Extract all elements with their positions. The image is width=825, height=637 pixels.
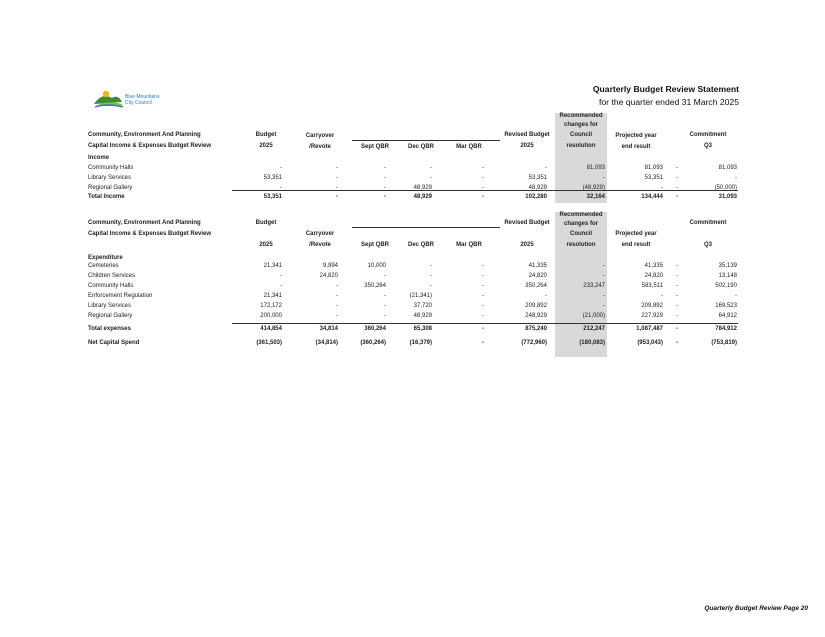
table-row-revised-cell: - [545, 165, 547, 171]
net-row-sept-cell: (360,264) [360, 340, 386, 346]
table-row-mar-cell: - [482, 273, 484, 279]
col-carryover-header2: /Revote [309, 144, 331, 150]
table-row-label: Library Services [88, 303, 132, 309]
table-row-dash-cell: - [676, 313, 678, 319]
table-row-commit-cell: - [735, 293, 737, 299]
table-row-commit-cell: 35,139 [718, 263, 737, 269]
table-row-budget-cell: 21,341 [263, 263, 282, 269]
table-row-carry-cell: - [336, 293, 338, 299]
total-row-rec-cell: 32,164 [586, 194, 605, 200]
table-row-proj-cell: 209,892 [641, 303, 663, 309]
page-footer: Quarterly Budget Review Page 20 [704, 605, 808, 612]
section-subheading: Capital Income & Expenses Budget Review [88, 143, 212, 149]
col-carryover-header2: /Revote [309, 242, 331, 248]
col-commitment-header: Commitment [689, 132, 727, 138]
col-budget-year: 2025 [259, 143, 273, 149]
expense-total-rule [232, 323, 738, 324]
table-row-proj-cell: 41,335 [644, 263, 663, 269]
table-row-label: Library Services [88, 175, 132, 181]
table-row-proj-cell: 583,511 [641, 283, 663, 289]
col-revised-header: Revised Budget [504, 132, 550, 138]
total-row-mar-cell: - [482, 326, 484, 332]
total-row-carry-cell: 34,814 [319, 326, 338, 332]
col-mar-header: Mar QBR [456, 242, 482, 248]
table-row-budget-cell: - [280, 283, 282, 289]
total-row-proj-cell: 1,087,487 [636, 326, 663, 332]
table-row-mar-cell: - [482, 303, 484, 309]
col-recommended-header2: changes for [563, 221, 598, 227]
col-commitment-q3: Q3 [703, 242, 712, 248]
table-row-revised-cell: - [545, 293, 547, 299]
table-row-mar-cell: - [482, 293, 484, 299]
table-row-label: Regional Gallery [88, 313, 133, 319]
group-label-expenditure: Expenditure [88, 255, 123, 261]
col-recommended-header: Recommended [559, 113, 603, 119]
table-row-sept-cell: 350,264 [364, 283, 386, 289]
table-row-mar-cell: - [482, 313, 484, 319]
total-row-budget-cell: 53,351 [263, 194, 282, 200]
qbr-group-rule [352, 140, 500, 141]
table-row-rec-cell: - [603, 293, 605, 299]
table-row-rec-cell: - [603, 273, 605, 279]
table-row-proj-cell: 53,351 [644, 175, 663, 181]
table-row-revised-cell: 48,929 [528, 185, 547, 191]
table-row-mar-cell: - [482, 165, 484, 171]
total-row-commit-cell: 784,912 [715, 326, 737, 332]
table-row-dec-cell: 48,929 [413, 185, 432, 191]
table-row-rec-cell: 81,093 [586, 165, 605, 171]
table-row-budget-cell: 53,351 [263, 175, 282, 181]
col-mar-header: Mar QBR [456, 144, 482, 150]
table-row-label: Enforcement Regulation [88, 293, 153, 299]
section-subheading: Capital Income & Expenses Budget Review [88, 231, 212, 237]
table-row-proj-cell: 227,929 [641, 313, 663, 319]
total-row-revised-cell: 875,240 [525, 326, 547, 332]
col-recommended-header4: resolution [566, 242, 596, 248]
table-row-dec-cell: - [430, 283, 432, 289]
total-row-sept-cell: 360,264 [364, 326, 386, 332]
col-dec-header: Dec QBR [407, 242, 434, 248]
col-budget-year: 2025 [259, 242, 273, 248]
table-row-sept-cell: 10,000 [367, 263, 386, 269]
table-row-dash-cell: - [676, 185, 678, 191]
table-row-dec-cell: 37,720 [413, 303, 432, 309]
col-sept-header: Sept QBR [360, 242, 389, 248]
total-row-dec-cell: 65,308 [413, 326, 432, 332]
report-subtitle: for the quarter ended 31 March 2025 [599, 97, 739, 107]
net-row-carry-cell: (34,814) [315, 340, 338, 346]
total-row-dash-cell: - [676, 326, 678, 332]
table-row-label: Cemeteries [88, 263, 119, 269]
table-row-carry-cell: - [336, 185, 338, 191]
col-carryover-header: Carryover [305, 231, 335, 237]
table-row-rec-cell: (21,000) [582, 313, 605, 319]
total-row-carry-cell: - [336, 194, 338, 200]
table-row-mar-cell: - [482, 263, 484, 269]
table-row-budget-cell: - [280, 165, 282, 171]
col-recommended-header: Recommended [559, 212, 603, 218]
col-recommended-header3: Council [570, 132, 592, 138]
table-row-revised-cell: 24,820 [528, 273, 547, 279]
table-row-mar-cell: - [482, 175, 484, 181]
table-row-dash-cell: - [676, 303, 678, 309]
net-row-dec-cell: (16,379) [409, 340, 432, 346]
net-row-label: Net Capital Spend [88, 340, 140, 346]
table-row-dash-cell: - [676, 175, 678, 181]
qbr-group-rule [352, 227, 500, 228]
col-projected-header: Projected year [615, 133, 657, 139]
table-row-commit-cell: 64,912 [718, 313, 737, 319]
table-row-sept-cell: - [384, 303, 386, 309]
table-row-sept-cell: - [384, 313, 386, 319]
table-row-carry-cell: 24,820 [319, 273, 338, 279]
net-row-rec-cell: (180,083) [579, 340, 605, 346]
col-commitment-header: Commitment [689, 220, 727, 226]
table-row-sept-cell: - [384, 165, 386, 171]
table-row-dec-cell: - [430, 165, 432, 171]
table-row-proj-cell: 81,093 [644, 165, 663, 171]
table-row-proj-cell: - [661, 185, 663, 191]
table-row-dec-cell: 48,929 [413, 313, 432, 319]
table-row-rec-cell: - [603, 263, 605, 269]
total-row-budget-cell: 414,854 [260, 326, 282, 332]
table-row-rec-cell: - [603, 303, 605, 309]
total-row-label: Total Income [88, 194, 125, 200]
total-row-dash-cell: - [676, 194, 678, 200]
col-revised-year: 2025 [520, 143, 534, 149]
table-row-dash-cell: - [676, 293, 678, 299]
table-row-budget-cell: - [280, 273, 282, 279]
col-sept-header: Sept QBR [360, 144, 389, 150]
col-recommended-header2: changes for [563, 122, 598, 128]
total-row-dec-cell: 48,929 [413, 194, 432, 200]
table-row-carry-cell: 9,994 [322, 263, 338, 269]
col-budget-header: Budget [255, 132, 277, 138]
table-row-commit-cell: 502,190 [715, 283, 737, 289]
table-row-revised-cell: 41,335 [528, 263, 547, 269]
table-row-dash-cell: - [676, 165, 678, 171]
table-row-dec-cell: (21,341) [409, 293, 432, 299]
table-row-proj-cell: 24,820 [644, 273, 663, 279]
table-row-dash-cell: - [676, 263, 678, 269]
table-row-dash-cell: - [676, 283, 678, 289]
table-row-dec-cell: - [430, 263, 432, 269]
section-heading: Community, Environment And Planning [88, 132, 201, 138]
table-row-carry-cell: - [336, 175, 338, 181]
table-row-sept-cell: - [384, 273, 386, 279]
svg-text:Blue Mountains: Blue Mountains [125, 94, 160, 100]
table-row-rec-cell: - [603, 175, 605, 181]
section-heading: Community, Environment And Planning [88, 220, 201, 226]
table-row-dec-cell: - [430, 175, 432, 181]
table-row-mar-cell: - [482, 185, 484, 191]
table-row-commit-cell: 169,523 [715, 303, 737, 309]
table-row-budget-cell: 21,341 [263, 293, 282, 299]
table-row-revised-cell: 350,264 [525, 283, 547, 289]
col-projected-header2: end result [621, 242, 651, 248]
total-row-commit-cell: 31,093 [718, 194, 737, 200]
table-row-label: Children Services [88, 273, 136, 279]
table-row-carry-cell: - [336, 313, 338, 319]
col-carryover-header: Carryover [305, 133, 335, 139]
net-row-mar-cell: - [482, 340, 484, 346]
table-row-carry-cell: - [336, 165, 338, 171]
net-row-budget-cell: (361,503) [256, 340, 282, 346]
col-dec-header: Dec QBR [407, 144, 434, 150]
table-row-commit-cell: - [735, 175, 737, 181]
table-row-label: Community Halls [88, 165, 134, 171]
report-title: Quarterly Budget Review Statement [592, 84, 739, 94]
table-row-label: Community Halls [88, 283, 134, 289]
table-row-commit-cell: 13,148 [718, 273, 737, 279]
table-row-mar-cell: - [482, 283, 484, 289]
table-row-dash-cell: - [676, 273, 678, 279]
total-row-rec-cell: 212,247 [583, 326, 605, 332]
col-recommended-header3: Council [570, 231, 592, 237]
total-row-proj-cell: 134,444 [641, 194, 663, 200]
total-row-label: Total expenses [88, 326, 131, 332]
table-row-carry-cell: - [336, 303, 338, 309]
col-projected-header2: end result [621, 144, 651, 150]
net-row-commit-cell: (753,819) [711, 340, 737, 346]
total-row-revised-cell: 102,280 [525, 194, 547, 200]
col-budget-header: Budget [255, 220, 277, 226]
table-row-sept-cell: - [384, 185, 386, 191]
table-row-dec-cell: - [430, 273, 432, 279]
council-logo [92, 86, 172, 112]
col-recommended-header4: resolution [566, 143, 596, 149]
group-label-income: Income [88, 155, 110, 161]
net-row-revised-cell: (772,960) [521, 340, 547, 346]
net-row-proj-cell: (953,043) [637, 340, 663, 346]
svg-text:City Council: City Council [125, 100, 152, 106]
table-row-commit-cell: 81,093 [718, 165, 737, 171]
col-revised-header: Revised Budget [504, 220, 550, 226]
table-row-budget-cell: 172,172 [260, 303, 282, 309]
table-row-label: Regional Gallery [88, 185, 133, 191]
col-projected-header: Projected year [615, 231, 657, 237]
col-revised-year: 2025 [520, 242, 534, 248]
table-row-revised-cell: 209,892 [525, 303, 547, 309]
table-row-budget-cell: - [280, 185, 282, 191]
total-row-mar-cell: - [482, 194, 484, 200]
table-row-commit-cell: (50,000) [714, 185, 737, 191]
net-row-dash-cell: - [676, 340, 678, 346]
table-row-proj-cell: - [661, 293, 663, 299]
table-row-rec-cell: 233,247 [583, 283, 605, 289]
table-row-budget-cell: 200,000 [260, 313, 282, 319]
table-row-carry-cell: - [336, 283, 338, 289]
col-commitment-q3: Q3 [703, 143, 712, 149]
income-total-rule [232, 190, 738, 191]
table-row-revised-cell: 248,929 [525, 313, 547, 319]
table-row-sept-cell: - [384, 175, 386, 181]
total-row-sept-cell: - [384, 194, 386, 200]
table-row-sept-cell: - [384, 293, 386, 299]
table-row-revised-cell: 53,351 [528, 175, 547, 181]
table-row-rec-cell: (48,929) [582, 185, 605, 191]
